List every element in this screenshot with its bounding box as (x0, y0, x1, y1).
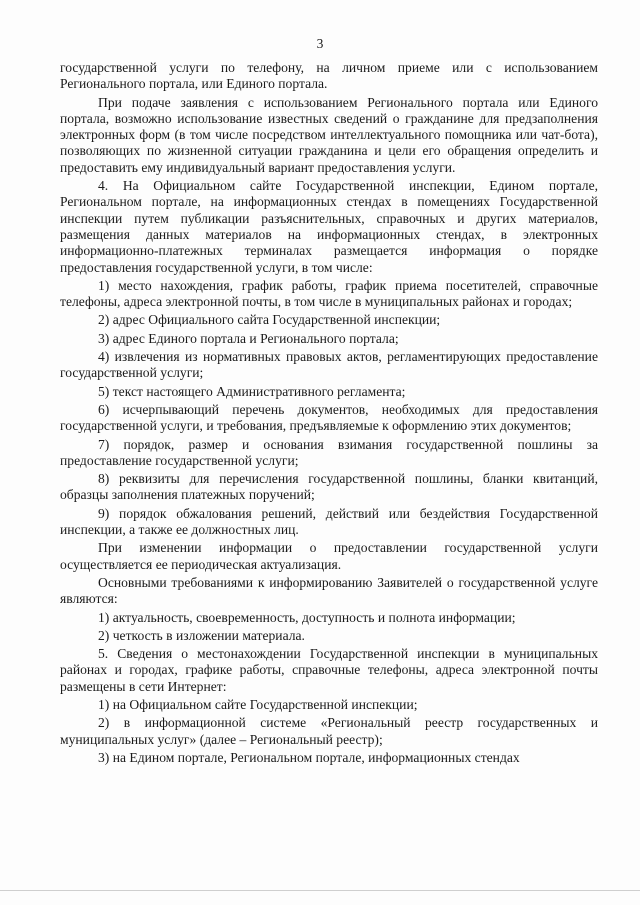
list-item: 1) место нахождения, график работы, график приема посетителей, справочные телефоны, адреса электронной почты, в том числе в муниципальных районах и городах; (60, 277, 598, 310)
list-item: 6) исчерпывающий перечень документов, необходимых для предоставления государственной услуги, и требования, предъявляемые к оформлению этих документов; (60, 401, 598, 434)
page-bottom-edge (0, 890, 640, 891)
list-item: 2) в информационной системе «Региональный реестр государственных и муниципальных услуг» (далее – Региональный реестр); (60, 715, 598, 747)
paragraph: 5. Сведения о местонахождении Государственной инспекции в муниципальных районах и городах, графике работы, справочные телефоны, адреса электронной почты размещены в сети Интернет: (60, 646, 598, 694)
list-item: 2) четкость в изложении материала. (98, 627, 305, 643)
paragraph: Основными требованиями к информированию Заявителей о государственной услуге являются: (60, 574, 598, 607)
document-body (60, 60, 598, 766)
paragraph: 4. На Официальном сайте Государственной инспекции, Едином портале, Региональном портале, на информационных стендах в помещениях Государственной инспекции путем публикации разъяснительных, справочных и других материалов, размещения данных материалов на информационных стендах, в электронных информационно-платежных терминалах размещается информация о порядке предоставления государственной услуги, в том числе: (60, 178, 598, 275)
list-item: 1) на Официальном сайте Государственной инспекции; (98, 696, 418, 712)
list-item: 8) реквизиты для перечисления государственной пошлины, бланки квитанций, образцы заполнения платежных поручений; (60, 471, 598, 503)
paragraph: При изменении информации о предоставлении государственной услуги осуществляется ее периодическая актуализация. (60, 540, 598, 572)
paragraph: государственной услуги по телефону, на личном приеме или с использованием Регионального портала, или Единого портала. (60, 60, 598, 92)
list-item: 3) адрес Единого портала и Регионального портала; (98, 330, 399, 346)
list-item: 4) извлечения из нормативных правовых актов, регламентирующих предоставление государственной услуги; (60, 349, 598, 381)
list-item: 5) текст настоящего Административного регламента; (98, 383, 406, 399)
list-item: 9) порядок обжалования решений, действий или бездействия Государственной инспекции, а также ее должностных лиц. (60, 505, 598, 538)
list-item: 3) на Едином портале, Региональном портале, информационных стендах (98, 749, 520, 765)
page-number: 3 (316, 36, 324, 51)
list-item: 2) адрес Официального сайта Государственной инспекции; (98, 312, 441, 328)
list-item: 1) актуальность, своевременность, доступность и полнота информации; (98, 609, 516, 625)
list-item: 7) порядок, размер и основания взимания государственной пошлины за предоставление государственной услуги; (60, 436, 598, 468)
paragraph: При подаче заявления с использованием Регионального портала или Единого портала, возможно использование известных сведений о гражданине для предзаполнения электронных форм (в том числе посредством интеллектуального помощника или чат-бота), позволяющих по жизненной ситуации гражданина и цели его обращения определить и предоставить ему индивидуальный вариант предоставления услуги. (60, 94, 598, 175)
